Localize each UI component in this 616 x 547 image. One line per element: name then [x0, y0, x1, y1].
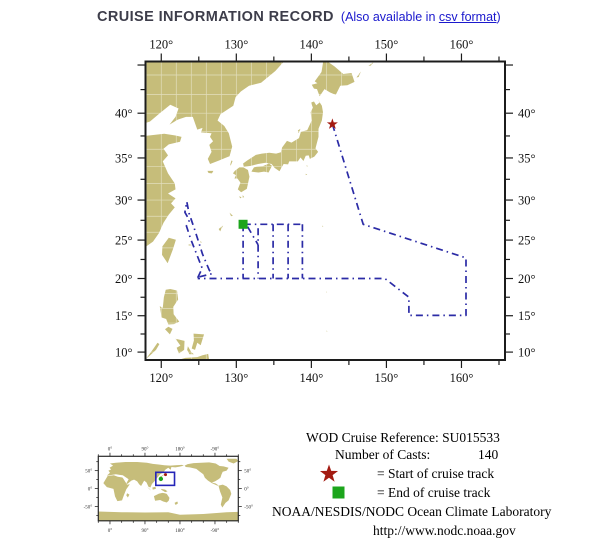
lat-label-left: 10°	[115, 345, 133, 360]
overview-start-dot	[164, 473, 167, 476]
lat-label-left: 35°	[115, 151, 133, 166]
lat-label-right: 35°	[518, 151, 536, 166]
land-okinawa	[219, 225, 224, 231]
land-samar-leyte	[192, 334, 204, 350]
lon-label-top: 150°	[374, 37, 399, 52]
land-ogasawara	[322, 225, 323, 226]
cruise-reference-label: WOD Cruise Reference:	[306, 430, 439, 445]
start-marker-star	[327, 118, 338, 128]
overview-lon-label-top: 180°	[175, 447, 185, 453]
lat-label-left: 25°	[115, 233, 133, 248]
land-jeju	[207, 171, 213, 174]
overview-lon-label-top: 90°	[141, 447, 149, 453]
lat-label-right: 30°	[518, 193, 536, 208]
lat-label-right: 20°	[518, 272, 536, 287]
land-taiwan	[162, 238, 176, 264]
main-map-canvas	[145, 60, 505, 360]
lon-label-bottom: 160°	[449, 371, 474, 385]
land-honshu	[243, 99, 323, 172]
overview-land-africa	[103, 475, 129, 501]
organization-text: NOAA/NESDIS/NODC Ocean Climate Laboratory	[272, 504, 552, 519]
cruise-track-segment	[198, 124, 466, 315]
overview-land-new-zealand	[175, 501, 179, 505]
overview-lon-label-top: 0°	[107, 447, 113, 453]
land-kuril-1	[356, 72, 361, 78]
land-kuril-2	[368, 62, 373, 66]
overview-lon-label-bottom: 180°	[175, 528, 185, 534]
overview-land-greenland	[227, 459, 239, 464]
start-of-track-star-icon	[318, 463, 340, 485]
lat-label-left: 30°	[115, 193, 133, 208]
land-mainland-north	[145, 61, 285, 164]
cruise-reference-value: SU015533	[442, 430, 500, 445]
subtitle-suffix: )	[496, 10, 501, 24]
overview-lon-label-bottom: 90°	[141, 528, 149, 534]
lat-label-left: 15°	[115, 309, 133, 324]
lat-label-left: 20°	[115, 272, 133, 287]
land-masses	[145, 60, 374, 360]
lon-label-top: 120°	[149, 37, 174, 52]
overview-land-south-america	[218, 485, 231, 508]
lon-label-top: 160°	[449, 37, 474, 52]
overview-lat-label-right: 50°	[244, 469, 252, 475]
casts-label: Number of Casts:	[335, 447, 431, 462]
overview-end-dot	[159, 477, 163, 481]
lat-label-left: 40°	[115, 106, 133, 121]
lon-label-top: 130°	[224, 37, 249, 52]
overview-lon-label-top: -90°	[210, 447, 220, 453]
csv-format-link[interactable]: csv format	[438, 10, 497, 24]
overview-lat-label-right: -50°	[244, 505, 253, 511]
lon-label-bottom: 120°	[149, 371, 174, 385]
overview-canvas	[98, 459, 238, 521]
overview-lat-label-left: -50°	[83, 505, 93, 511]
land-hachijo	[306, 174, 308, 175]
land-miyako	[200, 241, 202, 242]
casts-value: 140	[478, 447, 499, 462]
land-mindoro	[165, 327, 173, 335]
overview-land-north-america	[185, 462, 229, 485]
overview-land-borneo	[152, 487, 156, 490]
lon-label-bottom: 140°	[299, 371, 324, 385]
end-marker-square	[239, 220, 248, 229]
overview-lat-label-left: 50°	[85, 469, 93, 475]
overview-land-new-guinea	[161, 489, 168, 492]
land-sado	[298, 129, 301, 134]
land-panay-negros	[176, 339, 185, 354]
lon-label-bottom: 150°	[374, 371, 399, 385]
lat-label-right: 15°	[518, 309, 536, 324]
cruise-track-segment	[248, 227, 259, 245]
lat-label-right: 10°	[518, 345, 536, 360]
land-yaku	[239, 196, 242, 198]
lat-label-right: 40°	[518, 106, 536, 121]
legend-start-text: = Start of cruise track	[377, 466, 495, 481]
overview-map	[84, 447, 253, 534]
cruise-track-segment	[185, 202, 212, 278]
end-of-track-square-icon	[332, 486, 345, 499]
subtitle-prefix: (Also available in	[340, 10, 439, 24]
overview-lon-label-bottom: 0°	[107, 528, 113, 534]
land-tsushima	[230, 161, 232, 166]
overview-lat-label-left: 0°	[87, 487, 93, 493]
land-tanega	[243, 195, 245, 197]
overview-land-madagascar	[126, 493, 129, 497]
lat-label-right: 25°	[518, 233, 536, 248]
overview-lat-label-right: 0°	[244, 487, 249, 493]
page-title: CRUISE INFORMATION RECORD	[97, 9, 334, 25]
land-amami	[230, 213, 233, 217]
lon-label-top: 140°	[299, 37, 324, 52]
main-map	[115, 38, 536, 386]
website-url-text: http://www.nodc.noaa.gov	[373, 523, 516, 538]
lon-label-bottom: 130°	[224, 371, 249, 385]
legend-end-text: = End of cruise track	[377, 485, 491, 500]
cruise-reference-line	[306, 430, 500, 446]
land-hokkaido	[312, 60, 355, 96]
overview-lon-label-bottom: -90°	[210, 528, 220, 534]
overview-land-antarctica	[98, 511, 238, 520]
land-palawan	[146, 343, 159, 359]
overview-land-australia	[154, 493, 170, 503]
overview-land-sumatra	[147, 487, 151, 491]
land-kyushu	[233, 167, 250, 192]
